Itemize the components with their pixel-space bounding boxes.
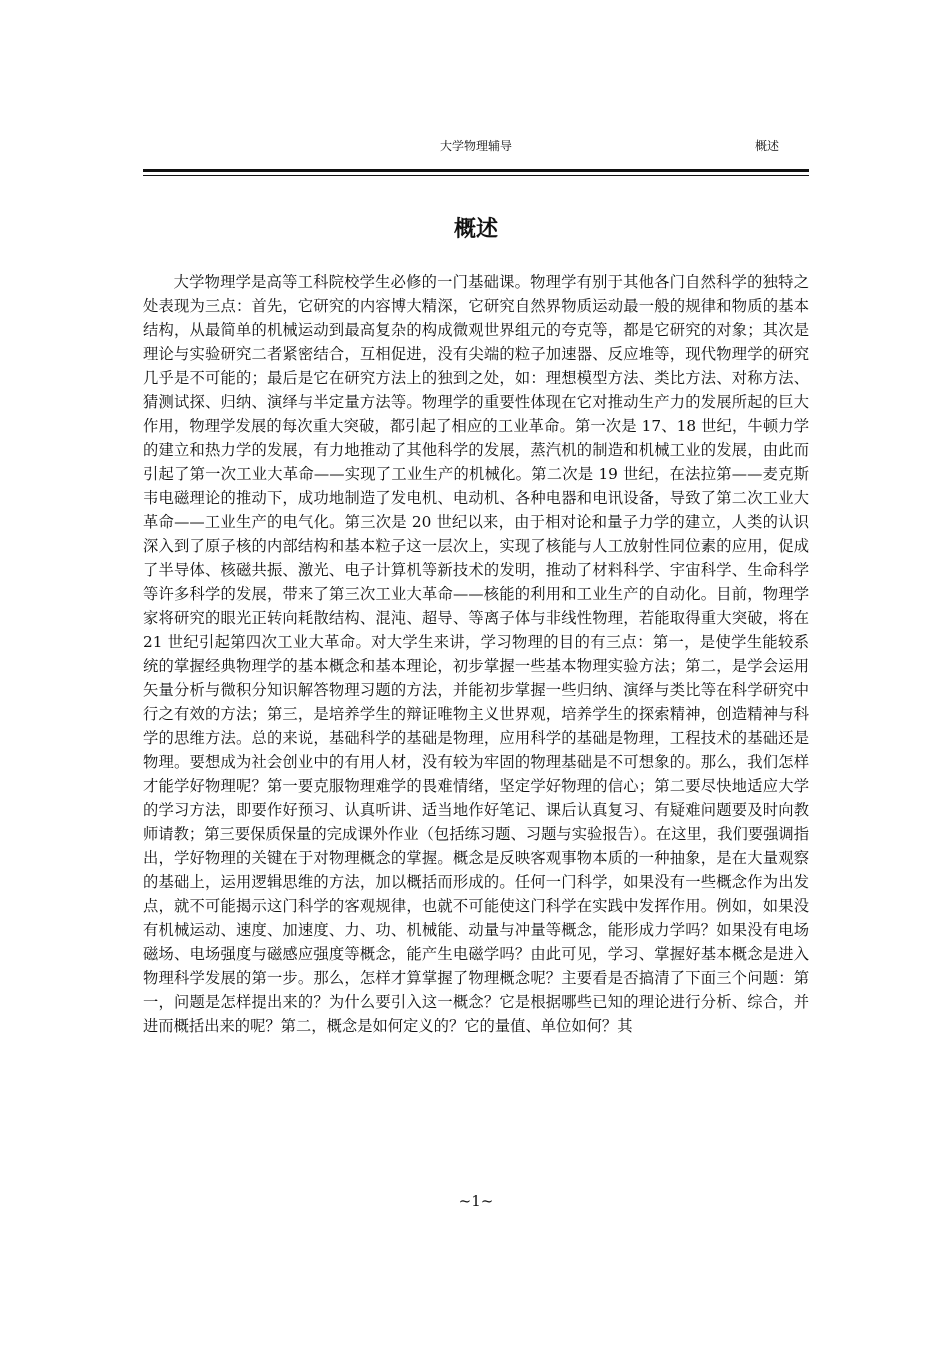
header-rule-thick <box>143 169 809 172</box>
header-section: 概述 <box>754 139 779 153</box>
body-paragraph: 大学物理学是高等工科院校学生必修的一门基础课。物理学有别于其他各门自然科学的独特之处表现为三点：首先，它研究的内容博大精深，它研究自然界物质运动最一般的规律和物质的基本结构，从最简单的机械运动到最高复杂的构成微观世界组元的夸克等，都是它研究的对象；其次是理论与实验研究二者紧密结合，互相促进，没有尖端的粒子加速器、反应堆等，现代物理学的研究几乎是不可能的；最后是它在研究方法上的独到之处，如：理想模型方法、类比方法、对称方法、猜测试探、归纳、演绎与半定量方法等。物理学的重要性体现在它对推动生产力的发展所起的巨大作用，物理学发展的每次重大突破，都引起了相应的工业革命。第一次是 17、18 世纪，牛顿力学的建立和热力学的发展，有力地推动了其他科学的发展，蒸汽机的制造和机械工业的发展，由此而引起了第一次工业大革命——实现了工业生产的机械化。第二次是 19 世纪，在法拉第——麦克斯韦电磁理论的推动下，成功地制造了发电机、电动机、各种电器和电讯设备，导致了第二次工业大革命——工业生产的电气化。第三次是 20 世纪以来，由于相对论和量子力学的建立，人类的认识深入到了原子核的内部结构和基本粒子这一层次上，实现了核能与人工放射性同位素的应用，促成了半导体、核磁共振、激光、电子计算机等新技术的发明，推动了材料科学、宇宙科学、生命科学等许多科学的发展，带来了第三次工业大革命——核能的利用和工业生产的自动化。目前，物理学家将研究的眼光正转向耗散结构、混沌、超导、等离子体与非线性物理，若能取得重大突破，将在 21 世纪引起第四次工业大革命。对大学生来讲，学习物理的目的有三点：第一，是使学生能较系统的掌握经典物理学的基本概念和基本理论，初步掌握一些基本物理实验方法；第二，是学会运用矢量分析与微积分知识解答物理习题的方法，并能初步掌握一些归纳、演绎与类比等在科学研究中行之有效的方法；第三，是培养学生的辩证唯物主义世界观，培养学生的探索精神，创造精神与科学的思维方法。总的来说，基础科学的基础是物理，应用科学的基础是物理，工程技术的基础还是物理。要想成为社会创业中的有用人材，没有较为牢固的物理基础是不可想象的。那么，我们怎样才能学好物理呢？第一要克服物理难学的畏难情绪，坚定学好物理的信心；第二要尽快地适应大学的学习方法，即要作好预习、认真听讲、适当地作好笔记、课后认真复习、有疑难问题要及时向教师请教；第三要保质保量的完成课外作业（包括练习题、习题与实验报告）。在这里，我们要强调指出，学好物理的关键在于对物理概念的掌握。概念是反映客观事物本质的一种抽象，是在大量观察的基础上，运用逻辑思维的方法，加以概括而形成的。任何一门科学，如果没有一些概念作为出发点，就不可能揭示这门科学的客观规律，也就不可能使这门科学在实践中发挥作用。例如，如果没有机械运动、速度、加速度、力、功、机械能、动量与冲量等概念，能形成力学吗？如果没有电场磁场、电场强度与磁感应强度等概念，能产生电磁学吗？由此可见，学习、掌握好基本概念是进入物理科学发展的第一步。那么，怎样才算掌握了物理概念呢？主要看是否搞清了下面三个问题：第一，问题是怎样提出来的？为什么要引入这一概念？它是根据哪些已知的理论进行分析、综合，并进而概括出来的呢？第二，概念是如何定义的？它的量值、单位如何？其 <box>143 273 809 1035</box>
header-book-title: 大学物理辅导 <box>439 139 512 153</box>
page-header <box>143 135 809 157</box>
header-rule-thin <box>143 175 809 176</box>
page-title: 概述 <box>453 217 498 242</box>
page-number: ~1~ <box>458 1192 494 1210</box>
